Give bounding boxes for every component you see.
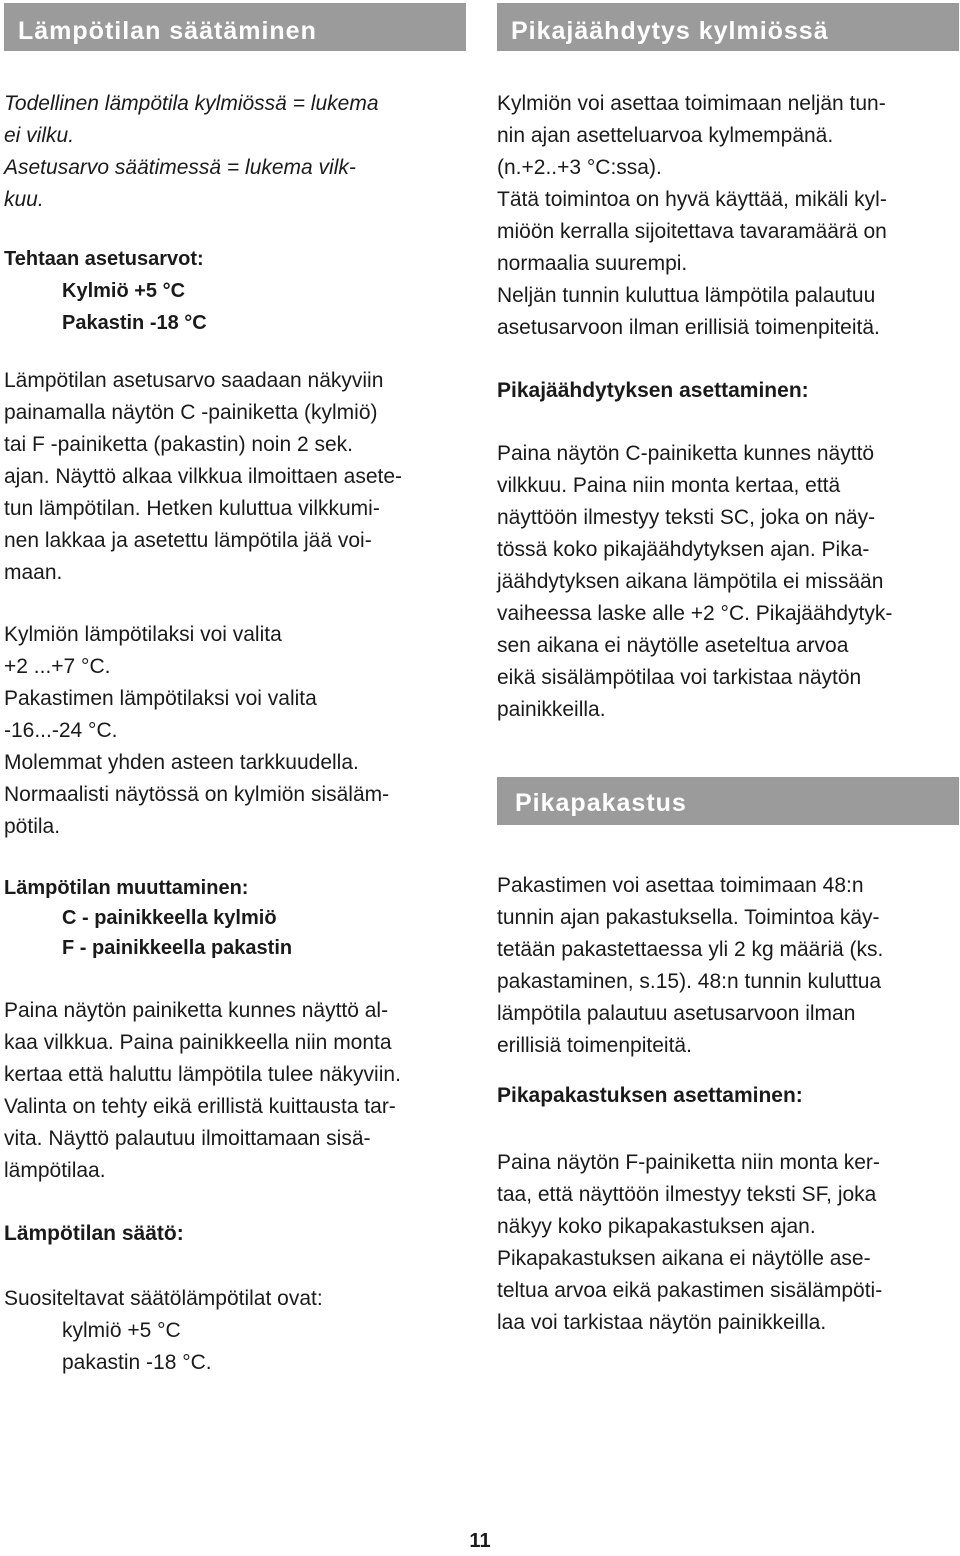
paragraph-change-procedure (4, 995, 466, 1187)
text-line: ajan. Näyttö alkaa vilkkua ilmoittaen asete- (4, 465, 403, 488)
text-line: Pakastimen voi asettaa toimimaan 48:n (497, 874, 864, 897)
text-line: tunnin ajan pakastuksella. Toimintoa käy- (497, 906, 880, 929)
paragraph-quick-freeze (497, 870, 959, 1062)
left-column (4, 0, 466, 1374)
text-line: vita. Näyttö palautuu ilmoittamaan sisä- (4, 1127, 371, 1150)
intro-paragraph (4, 88, 466, 216)
factory-value-freezer: Pakastin -18 °C (62, 312, 207, 334)
change-item-freezer: F - painikkeella pakastin (62, 937, 293, 959)
text-line: Asetusarvo säätimessä = lukema vilk- (4, 156, 356, 179)
text-line: Pikapakastuksen aikana ei näytölle ase- (497, 1247, 871, 1270)
adjustment-title-block (4, 1218, 466, 1250)
change-temperature-block (4, 873, 466, 963)
text-line: Kylmiön lämpötilaksi voi valita (4, 623, 282, 646)
text-line: Normaalisti näytössä on kylmiön sisäläm- (4, 783, 390, 806)
text-line: tetään pakastettaessa yli 2 kg määriä (ks. (497, 938, 884, 961)
text-line: Paina näytön C-painiketta kunnes näyttö (497, 442, 875, 465)
text-line: miöön kerralla sijoitettava tavaramäärä on (497, 220, 887, 243)
paragraph-quick-cooling-setup (497, 438, 959, 726)
text-line: vilkkuu. Paina niin monta kertaa, että (497, 474, 841, 497)
text-line: jäähdytyksen aikana lämpötila ei missään (497, 570, 884, 593)
quick-cooling-setup-title-block (497, 375, 959, 407)
text-line: pötila. (4, 815, 61, 838)
adjustment-title: Lämpötilan säätö: (4, 1222, 184, 1245)
text-line: näkyy koko pikapakastuksen ajan. (497, 1215, 816, 1238)
section-heading-temperature-control: Lämpötilan säätäminen (4, 3, 466, 51)
text-line: normaalia suurempi. (497, 252, 688, 275)
text-line: sen aikana ei näytölle aseteltua arvoa (497, 634, 849, 657)
paragraph-quick-freeze-setup (497, 1147, 959, 1339)
text-line: nen lakkaa ja asetettu lämpötila jää voi- (4, 529, 372, 552)
text-line: (n.+2..+3 °C:ssa). (497, 156, 662, 179)
text-line: Paina näytön painiketta kunnes näyttö al- (4, 999, 389, 1022)
right-column (497, 0, 959, 1334)
text-line: laa voi tarkistaa näytön painikkeilla. (497, 1311, 827, 1334)
quick-freeze-heading-wrap (497, 777, 959, 825)
text-line: nin ajan asetteluarvoa kylmempänä. (497, 124, 834, 147)
paragraph-setpoint-display (4, 365, 466, 589)
text-line: lämpötilaa. (4, 1159, 106, 1182)
text-line: Paina näytön F-painiketta niin monta ker- (497, 1151, 880, 1174)
paragraph-temperature-ranges (4, 619, 466, 843)
recommended-freezer: pakastin -18 °C. (62, 1351, 212, 1374)
text-line: Tätä toimintoa on hyvä käyttää, mikäli kyl- (497, 188, 887, 211)
text-line: vaiheessa laske alle +2 °C. Pikajäähdytyk- (497, 602, 893, 625)
section-heading-quick-freeze: Pikapakastus (497, 777, 959, 825)
quick-freeze-setup-title: Pikapakastuksen asettaminen: (497, 1084, 803, 1107)
text-line: pakastaminen, s.15). 48:n tunnin kuluttua (497, 970, 882, 993)
text-line: painikkeilla. (497, 698, 606, 721)
recommended-fridge: kylmiö +5 °C (62, 1319, 181, 1342)
text-line: Todellinen lämpötila kylmiössä = lukema (4, 92, 379, 115)
text-line: lämpötila palautuu asetusarvoon ilman (497, 1002, 856, 1025)
quick-cooling-setup-title: Pikajäähdytyksen asettaminen: (497, 379, 809, 402)
recommended-temperatures (4, 1283, 466, 1379)
text-line: kaa vilkkua. Paina painikkeella niin monta (4, 1031, 392, 1054)
change-item-fridge: C - painikkeella kylmiö (62, 907, 277, 929)
text-line: taa, että näyttöön ilmestyy teksti SF, joka (497, 1183, 877, 1206)
quick-freeze-setup-title-block (497, 1080, 959, 1112)
text-line: tun lämpötilan. Hetken kuluttua vilkkumi- (4, 497, 380, 520)
text-line: painamalla näytön C -painiketta (kylmiö) (4, 401, 378, 424)
page-number: 11 (469, 1530, 491, 1552)
text-line: Valinta on tehty eikä erillistä kuittausta tar- (4, 1095, 396, 1118)
text-line: Kylmiön voi asettaa toimimaan neljän tun- (497, 92, 886, 115)
text-line: kuu. (4, 188, 44, 211)
text-line: erillisiä toimenpiteitä. (497, 1034, 692, 1057)
text-line: Molemmat yhden asteen tarkkuudella. (4, 751, 359, 774)
paragraph-quick-cooling (497, 88, 959, 344)
text-line: tössä koko pikajäähdytyksen ajan. Pika- (497, 538, 870, 561)
text-line: Neljän tunnin kuluttua lämpötila palautuu (497, 284, 876, 307)
text-line: teltua arvoa eikä pakastimen sisälämpöti- (497, 1279, 883, 1302)
recommended-intro: Suositeltavat säätölämpötilat ovat: (4, 1287, 323, 1310)
text-line: +2 ...+7 °C. (4, 655, 111, 678)
text-line: maan. (4, 561, 63, 584)
factory-value-fridge: Kylmiö +5 °C (62, 280, 186, 302)
text-line: eikä sisälämpötilaa voi tarkistaa näytön (497, 666, 862, 689)
change-temperature-title: Lämpötilan muuttaminen: (4, 877, 249, 899)
text-line: tai F -painiketta (pakastin) noin 2 sek. (4, 433, 354, 456)
text-line: ei vilku. (4, 124, 75, 147)
factory-settings (4, 243, 466, 339)
section-heading-quick-cooling: Pikajäähdytys kylmiössä (497, 3, 959, 51)
text-line: Pakastimen lämpötilaksi voi valita (4, 687, 317, 710)
text-line: kertaa että haluttu lämpötila tulee näkyviin. (4, 1063, 401, 1086)
text-line: näyttöön ilmestyy teksti SC, joka on näy- (497, 506, 876, 529)
factory-settings-title: Tehtaan asetusarvot: (4, 248, 204, 270)
text-line: -16...-24 °C. (4, 719, 118, 742)
text-line: Lämpötilan asetusarvo saadaan näkyviin (4, 369, 384, 392)
text-line: asetusarvoon ilman erillisiä toimenpiteitä. (497, 316, 880, 339)
